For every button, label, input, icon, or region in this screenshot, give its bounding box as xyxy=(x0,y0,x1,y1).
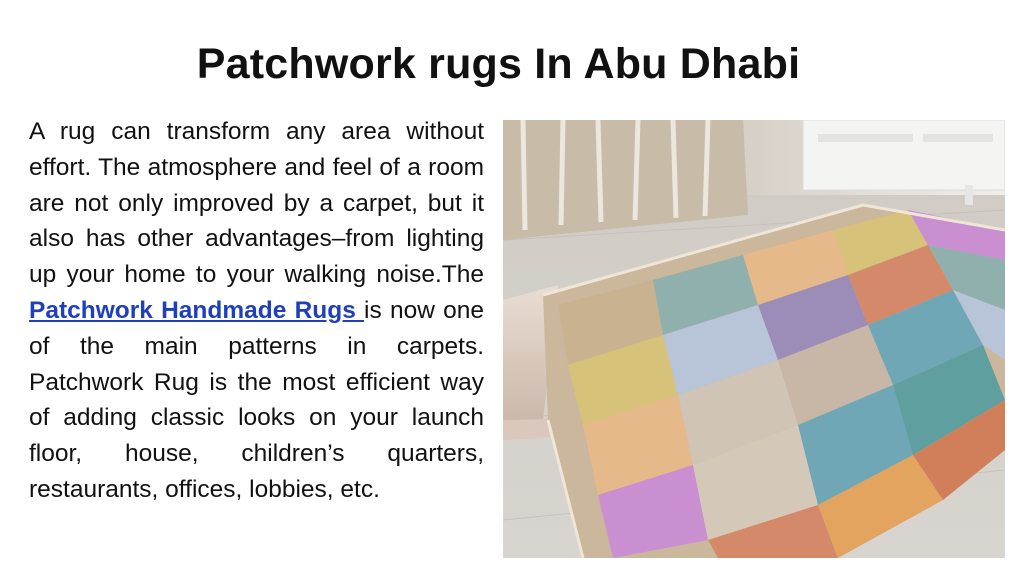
paragraph-text-before-link: A rug can transform any area without effort. The atmosphere and feel of a room are not only improved by a carpet, but it also has other advantages–from lighting up your home to your walking noise.The xyxy=(29,118,484,289)
white-cabinet xyxy=(803,120,1005,190)
rug-photo-illustration xyxy=(503,120,1005,558)
body-paragraph xyxy=(29,114,484,508)
patchwork-handmade-rugs-link[interactable]: Patchwork Handmade Rugs xyxy=(29,296,365,324)
rug-photo xyxy=(503,120,1005,558)
paragraph-text-after-link: is now one of the main patterns in carpets. Patchwork Rug is the most efficient way of adding classic looks on your launch floor, house, children’s quarters, restaurants, offices, lobbies, etc. xyxy=(29,296,484,503)
slide-title: Patchwork rugs In Abu Dhabi xyxy=(196,40,801,88)
